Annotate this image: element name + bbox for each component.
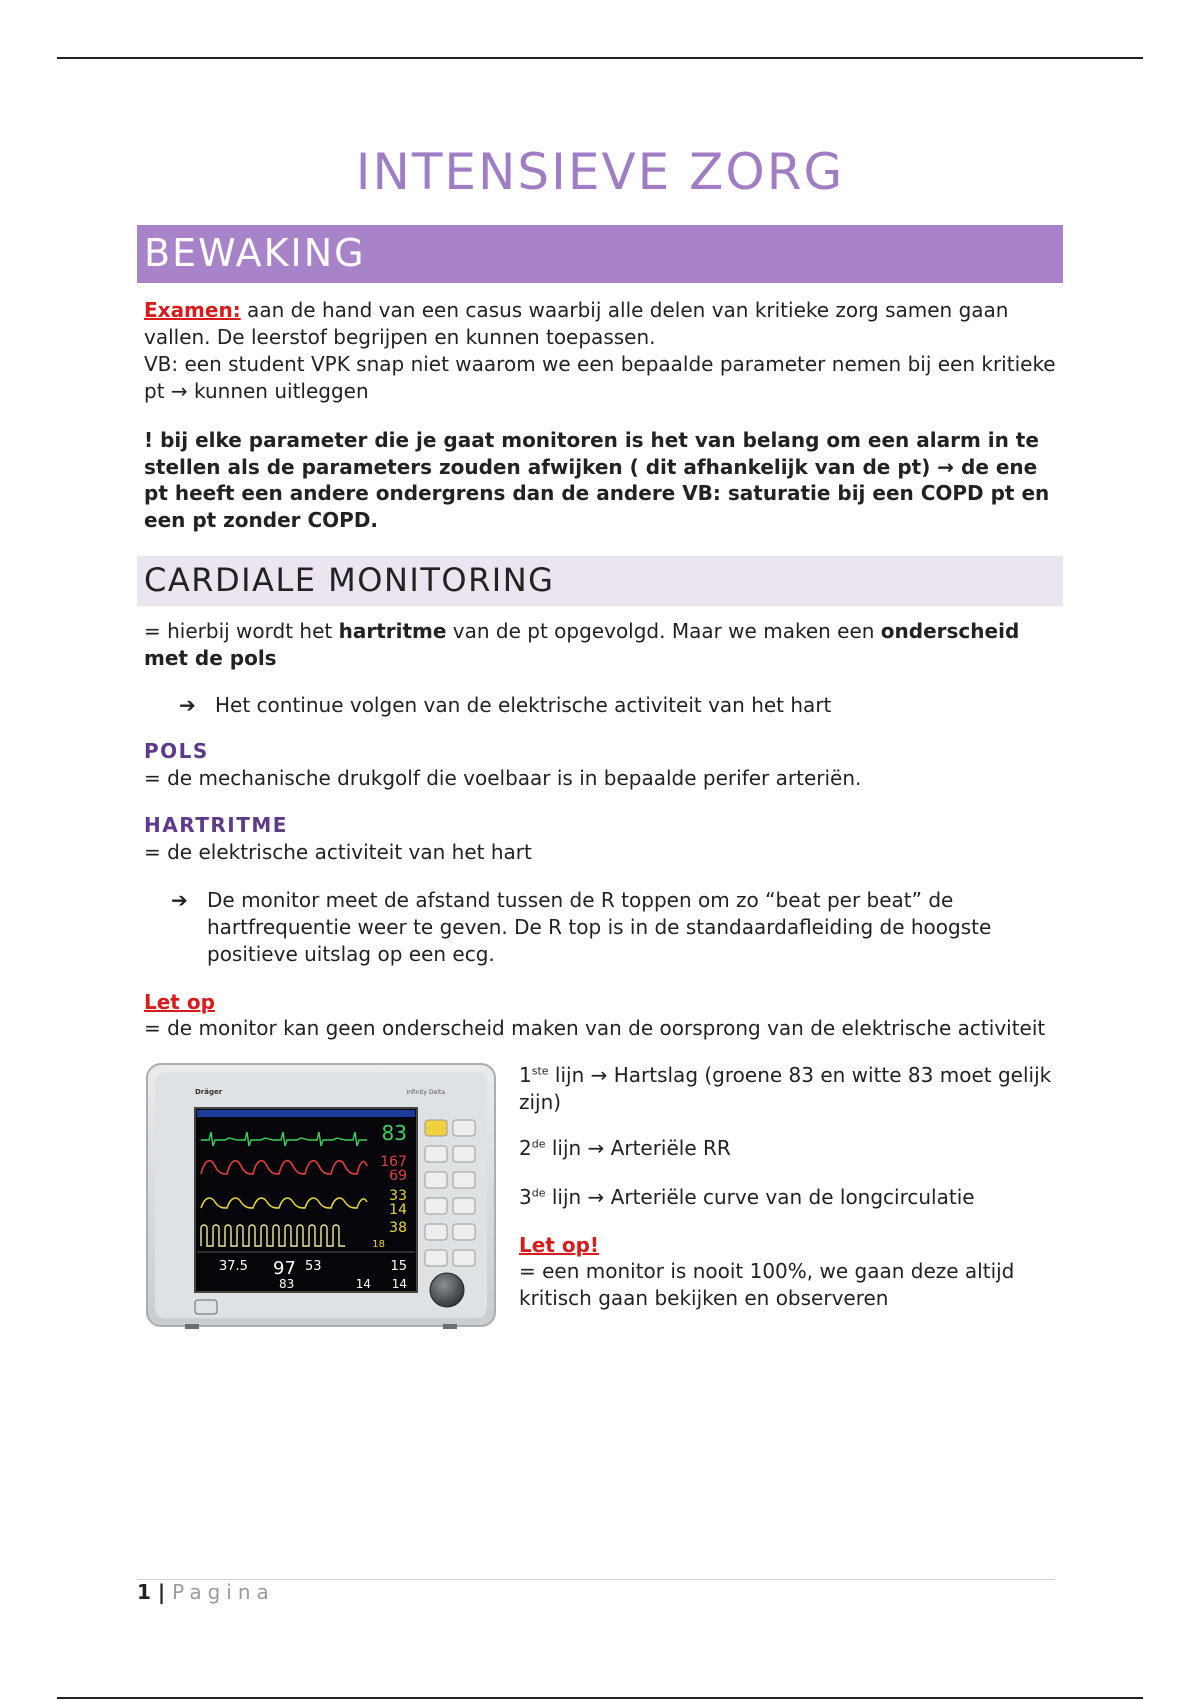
arrow-right-icon: ➔ (179, 693, 196, 717)
page-label: Pagina (172, 1580, 275, 1604)
monitor-model: Infinity Delta (406, 1089, 445, 1096)
line2-number: 2 (519, 1136, 532, 1160)
monitor-abp-dia: 69 (389, 1168, 407, 1184)
page-number: 1 (137, 1580, 151, 1604)
line2-text: lijn → Arteriële RR (545, 1136, 731, 1160)
alarm-warning-paragraph: ! bij elke parameter die je gaat monitoren is het van belang om een alarm in te stellen als de parameters zouden afwijken ( dit afhankelijk van de pt) → de ene pt heeft een andere ondergrens dan de andere VB: saturatie bij een COPD pt en een pt zonder COPD. (144, 428, 1050, 532)
monitor-brand: Dräger (195, 1088, 223, 1096)
page-separator: | (150, 1580, 173, 1604)
monitor-pap-sys: 33 (389, 1188, 407, 1204)
letop-text: = de monitor kan geen onderscheid maken van de oorsprong van de elektrische activiteit (144, 1016, 1046, 1040)
letop2-label: Let op! (519, 1233, 600, 1257)
exam-paragraph (144, 297, 1059, 351)
arrow-right-icon: ➔ (171, 888, 188, 912)
monitor-value-14a: 14 (355, 1277, 371, 1291)
exam-text: aan de hand van een casus waarbij alle delen van kritieke zorg samen gaan vallen. De leerstof begrijpen en kunnen toepassen. (144, 298, 1009, 349)
patient-monitor-illustration (145, 1062, 497, 1332)
bottom-rule (57, 1697, 1143, 1699)
exam-label: Examen: (144, 298, 241, 322)
bullet-r-peaks (171, 887, 1051, 968)
section-heading-bewaking: BEWAKING (137, 225, 1063, 283)
line3-number: 3 (519, 1185, 532, 1209)
monitor-hr-white: 83 (279, 1277, 295, 1291)
monitor-value-38: 38 (389, 1220, 407, 1236)
patient-monitor-image (145, 1062, 497, 1332)
monitor-abp-sys: 167 (380, 1154, 407, 1170)
monitor-value-18: 18 (372, 1239, 385, 1250)
monitor-value-53: 53 (305, 1259, 322, 1274)
pols-text: = de mechanische drukgolf die voelbaar is in bepaalde perifer arteriën. (144, 766, 862, 790)
cardiac-intro-paragraph (144, 618, 1059, 672)
line3-text: lijn → Arteriële curve van de longcirculatie (545, 1185, 975, 1209)
example-paragraph: VB: een student VPK snap niet waarom we een bepaalde parameter nemen bij een kritieke pt → kunnen uitleggen (144, 352, 1056, 403)
hartritme-text: = de elektrische activiteit van het hart (144, 840, 532, 864)
intro-text-2: van de pt opgevolgd. Maar we maken een (446, 619, 881, 643)
monitor-hr-green: 83 (381, 1121, 407, 1145)
line2-superscript: de (531, 1137, 546, 1151)
letop-heading (144, 989, 1059, 1016)
bullet-text: Het continue volgen van de elektrische activiteit van het hart (215, 693, 832, 717)
line2-description (519, 1135, 1059, 1162)
top-rule (57, 57, 1143, 59)
monitor-temp: 37.5 (219, 1259, 248, 1274)
bullet-continuous-monitoring (179, 692, 1049, 719)
intro-bold-hartritme: hartritme (338, 619, 447, 643)
pols-heading: POLS (144, 739, 209, 763)
line1-description (519, 1062, 1059, 1116)
letop2-heading (519, 1232, 1059, 1259)
line3-superscript: de (531, 1186, 546, 1200)
monitor-pap-dia: 14 (389, 1202, 407, 1218)
letop2-text: = een monitor is nooit 100%, we gaan deze altijd kritisch gaan bekijken en observeren (519, 1259, 1015, 1310)
intro-bold-onderscheid: onderscheid met de pols (144, 619, 1020, 670)
line1-superscript: ste (531, 1064, 549, 1078)
section-heading-cardiale-monitoring: CARDIALE MONITORING (137, 556, 1063, 606)
page-footer (137, 1580, 275, 1604)
hartritme-heading: HARTRITME (144, 813, 288, 837)
monitor-value-14b: 14 (391, 1277, 407, 1291)
monitor-value-15: 15 (390, 1259, 407, 1274)
page-title: INTENSIEVE ZORG (355, 143, 845, 201)
bullet-text: De monitor meet de afstand tussen de R toppen om zo “beat per beat” de hartfrequentie weer te geven. De R top is in de standaardafleiding de hoogste positieve uitslag op een ecg. (207, 888, 992, 966)
intro-text-1: = hierbij wordt het (144, 619, 339, 643)
line1-number: 1 (519, 1063, 532, 1087)
line1-text: lijn → Hartslag (groene 83 en witte 83 moet gelijk zijn) (519, 1063, 1052, 1114)
monitor-spo2: 97 (273, 1258, 296, 1279)
line3-description (519, 1184, 1059, 1211)
letop-label: Let op (144, 990, 215, 1014)
